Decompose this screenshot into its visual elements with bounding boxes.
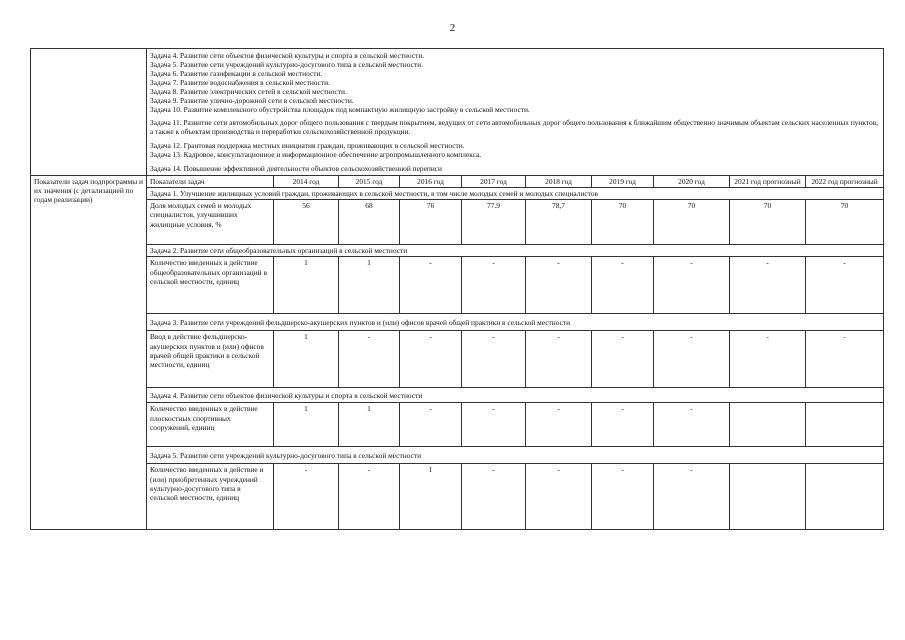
indicator-name: Доля молодых семей и молодых специалистов, улучшивших жилищные условия, % xyxy=(147,200,274,245)
value-cell: - xyxy=(400,403,462,447)
value-cell: - xyxy=(462,403,526,447)
value-cell: 70 xyxy=(592,200,654,245)
tasks-intro-row xyxy=(31,49,884,176)
task-title: Задача 5. Развитие сети учреждений культурно-досугового типа в сельской местности xyxy=(147,447,884,464)
value-cell: 78,7 xyxy=(526,200,592,245)
value-cell: - xyxy=(526,464,592,530)
value-cell: - xyxy=(654,257,730,314)
value-cell: - xyxy=(339,464,400,530)
task-line: Задача 5. Развитие сети учреждений культурно-досугового типа в сельской местности. xyxy=(150,60,423,70)
header-year: 2021 год прогнозный xyxy=(730,176,806,188)
table-row xyxy=(31,257,884,314)
table-row xyxy=(31,331,884,388)
table-row xyxy=(31,464,884,530)
task-line: Задача 8. Развитие электрических сетей в сельской местности. xyxy=(150,87,347,97)
value-cell: - xyxy=(730,257,806,314)
task-line: Задача 12. Грантовая поддержка местных инициатив граждан, проживающих в сельской местности. xyxy=(150,141,465,151)
value-cell: - xyxy=(592,403,654,447)
indicator-name: Количество введенных в действие общеобразовательных организаций в сельской местности, единиц xyxy=(147,257,274,314)
task-line: Задача 13. Кадровое, консультационное и информационное обеспечение агропромышленного комплекса. xyxy=(150,150,482,160)
value-cell: - xyxy=(806,331,884,388)
header-year: 2015 год xyxy=(339,176,400,188)
value-cell: 56 xyxy=(274,200,339,245)
task-line: Задача 6. Развитие газификации в сельской местности. xyxy=(150,69,323,79)
value-cell: 70 xyxy=(654,200,730,245)
value-cell: - xyxy=(400,257,462,314)
value-cell: - xyxy=(806,257,884,314)
value-cell: 77.9 xyxy=(462,200,526,245)
tasks-intro-empty-cell xyxy=(31,49,147,176)
value-cell: - xyxy=(592,257,654,314)
header-year: 2019 год xyxy=(592,176,654,188)
header-year: 2014 год xyxy=(274,176,339,188)
value-cell: 1 xyxy=(339,257,400,314)
value-cell: - xyxy=(462,331,526,388)
table-header-row xyxy=(31,176,884,188)
value-cell: - xyxy=(592,464,654,530)
task-line: Задача 14. Повышение эффективной деятельности объектов сельскохозяйственной переписи xyxy=(150,164,443,174)
value-cell: 68 xyxy=(339,200,400,245)
value-cell: 1 xyxy=(274,257,339,314)
task-line: Задача 7. Развитие водоснабжения в сельской местности. xyxy=(150,78,330,88)
table-row xyxy=(31,200,884,245)
task-line: Задача 9. Развитие улично-дорожной сети в сельской местности. xyxy=(150,96,354,106)
header-year: 2016 год xyxy=(400,176,462,188)
task-line: Задача 10. Развитие комплексного обустройства площадок под компактную жилищную застройку в сельской местности. xyxy=(150,105,530,115)
task-title: Задача 1. Улучшение жилищных условий граждан, проживающих в сельской местности, в том числе молодых семей и молодых специалистов xyxy=(147,188,884,200)
task-row xyxy=(31,314,884,331)
value-cell: 1 xyxy=(400,464,462,530)
value-cell: - xyxy=(274,464,339,530)
value-cell: - xyxy=(526,403,592,447)
indicator-name: Количество введенных в действие плоскостных спортивных сооружений, единиц xyxy=(147,403,274,447)
value-cell: - xyxy=(400,331,462,388)
value-cell: 1 xyxy=(339,403,400,447)
task-row xyxy=(31,188,884,200)
indicator-name: Ввод в действие фельдшерско-акушерских пунктов и (или) офисов врачей общей практики в сельской местности, единиц xyxy=(147,331,274,388)
task-title: Задача 4. Развитие сети объектов физической культуры и спорта в сельской местности xyxy=(147,388,884,403)
header-year: 2017 год xyxy=(462,176,526,188)
task-row xyxy=(31,245,884,257)
value-cell: - xyxy=(654,464,730,530)
value-cell: - xyxy=(462,464,526,530)
value-cell: - xyxy=(730,331,806,388)
value-cell: - xyxy=(339,331,400,388)
header-year: 2020 год xyxy=(654,176,730,188)
header-year: 2022 год прогнозный xyxy=(806,176,884,188)
value-cell xyxy=(806,464,884,530)
tasks-intro-cell xyxy=(147,49,884,176)
header-year: 2018 год xyxy=(526,176,592,188)
indicator-name: Количество введенных в действие и (или) приобретенных учреждений культурно-досугового типа в сельской местности, единиц xyxy=(147,464,274,530)
value-cell: - xyxy=(654,331,730,388)
value-cell: 70 xyxy=(806,200,884,245)
indicators-label-cell: Показатели задач подпрограммы и их значения (с детализацией по годам реализации) xyxy=(31,176,147,530)
task-row xyxy=(31,388,884,403)
page-number: 2 xyxy=(449,22,456,34)
value-cell xyxy=(806,403,884,447)
task-row xyxy=(31,447,884,464)
value-cell: - xyxy=(654,403,730,447)
value-cell: - xyxy=(526,257,592,314)
value-cell xyxy=(730,403,806,447)
value-cell xyxy=(730,464,806,530)
value-cell: 70 xyxy=(730,200,806,245)
subprogram-table xyxy=(30,48,884,530)
task-line: Задача 11. Развитие сети автомобильных дорог общего пользования с твердым покрытием, ведущих от сети автомобильных дорог общего пользования к ближайшим общественно значимым объектам сельских населенных пунктов, а также к объектам производства и переработки сельскохозяйственной продукции. xyxy=(150,118,879,137)
value-cell: - xyxy=(526,331,592,388)
value-cell: 1 xyxy=(274,331,339,388)
task-line: Задача 4. Развитие сети объектов физической культуры и спорта в сельской местности. xyxy=(150,51,425,60)
task-title: Задача 3. Развитие сети учреждений фельдшерско-акушерских пунктов и (или) офисов врачей общей практики в сельской местности xyxy=(147,314,884,331)
value-cell: 1 xyxy=(274,403,339,447)
task-title: Задача 2. Развитие сети общеобразовательных организаций в сельской местности xyxy=(147,245,884,257)
value-cell: 76 xyxy=(400,200,462,245)
value-cell: - xyxy=(592,331,654,388)
table-row xyxy=(31,403,884,447)
header-indicator: Показатели задач xyxy=(147,176,274,188)
value-cell: - xyxy=(462,257,526,314)
